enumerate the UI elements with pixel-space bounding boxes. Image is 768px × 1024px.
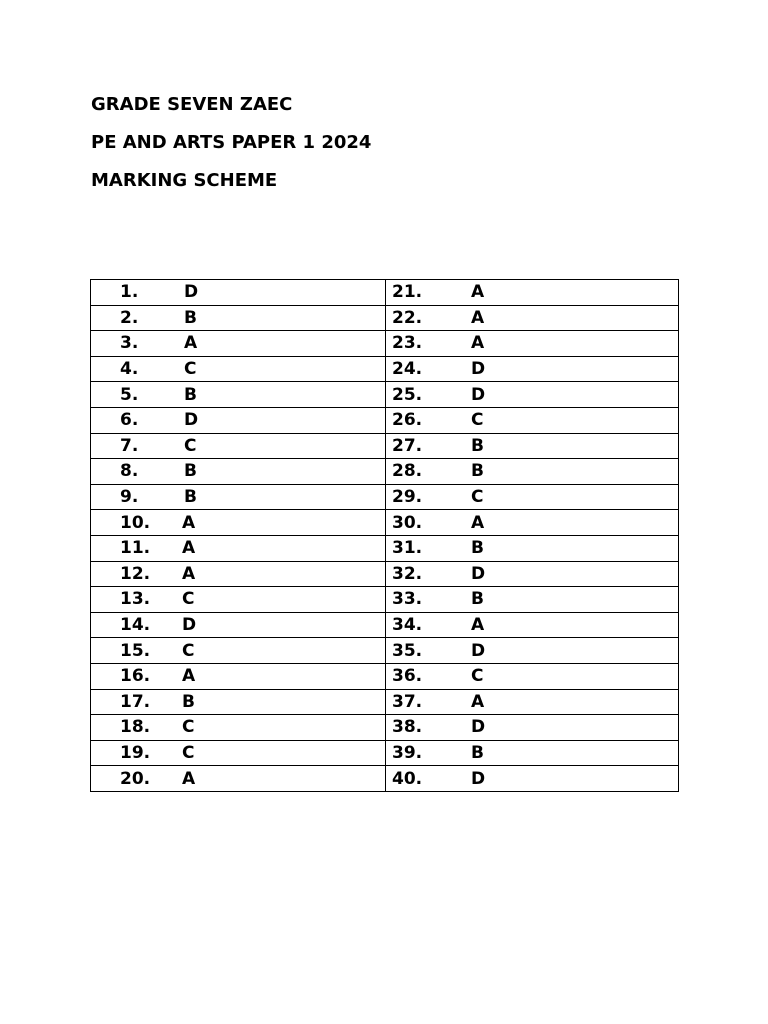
question-number: 2. (120, 307, 139, 328)
question-number: 38. (392, 717, 423, 738)
question-number: 35. (392, 640, 423, 661)
question-number: 17. (120, 691, 151, 712)
question-number: 14. (120, 615, 151, 636)
question-number: 32. (392, 563, 423, 584)
table-row (91, 612, 679, 638)
answer-letter: C (184, 435, 197, 456)
answer-letter: A (182, 768, 196, 789)
question-number: 12. (120, 563, 151, 584)
answer-cell (386, 280, 679, 306)
answer-letter: A (471, 307, 485, 328)
question-number: 10. (120, 512, 151, 533)
answer-cell (386, 382, 679, 408)
question-number: 27. (392, 435, 423, 456)
question-number: 26. (392, 410, 423, 431)
answer-letter: B (471, 435, 484, 456)
answer-letter: D (471, 640, 486, 661)
question-number: 3. (120, 333, 139, 354)
question-number: 18. (120, 717, 151, 738)
answer-cell (91, 356, 386, 382)
question-number: 15. (120, 640, 151, 661)
answer-letter: C (182, 640, 195, 661)
answer-letter: A (182, 512, 196, 533)
answer-letter: B (471, 742, 484, 763)
table-row (91, 689, 679, 715)
answer-cell (386, 638, 679, 664)
answer-cell (91, 510, 386, 536)
answer-cell (386, 612, 679, 638)
answer-letter: D (471, 384, 486, 405)
answer-cell (91, 433, 386, 459)
answer-letter: D (471, 359, 486, 380)
answer-letter: C (471, 487, 484, 508)
answer-letter: C (182, 717, 195, 738)
answer-cell (91, 766, 386, 792)
answer-letter: A (471, 512, 485, 533)
table-row (91, 663, 679, 689)
answer-letter: B (471, 589, 484, 610)
answer-letter: A (184, 333, 198, 354)
question-number: 13. (120, 589, 151, 610)
paper-title: PE AND ARTS PAPER 1 2024 (91, 132, 372, 153)
table-row (91, 740, 679, 766)
answer-letter: D (184, 282, 199, 303)
answer-cell (386, 484, 679, 510)
question-number: 25. (392, 384, 423, 405)
question-number: 22. (392, 307, 423, 328)
question-number: 21. (392, 282, 423, 303)
exam-title: GRADE SEVEN ZAEC (91, 94, 293, 115)
answer-cell (91, 459, 386, 485)
table-row (91, 331, 679, 357)
answer-letter: C (471, 410, 484, 431)
answer-letter: D (471, 768, 486, 789)
answer-cell (91, 638, 386, 664)
question-number: 16. (120, 666, 151, 687)
answer-cell (91, 715, 386, 741)
table-row (91, 587, 679, 613)
answer-cell (91, 740, 386, 766)
question-number: 6. (120, 410, 139, 431)
answer-letter: C (182, 589, 195, 610)
answer-cell (386, 740, 679, 766)
answer-cell (91, 663, 386, 689)
table-row (91, 382, 679, 408)
question-number: 1. (120, 282, 139, 303)
answer-cell (386, 689, 679, 715)
question-number: 9. (120, 487, 139, 508)
answer-cell (386, 766, 679, 792)
answer-letter: B (184, 461, 197, 482)
answer-letter: C (471, 666, 484, 687)
answer-cell (91, 587, 386, 613)
answer-letter: D (184, 410, 199, 431)
document-type: MARKING SCHEME (91, 170, 278, 191)
table-row (91, 715, 679, 741)
table-row (91, 638, 679, 664)
answer-cell (386, 356, 679, 382)
question-number: 39. (392, 742, 423, 763)
answer-cell (91, 305, 386, 331)
question-number: 30. (392, 512, 423, 533)
answer-cell (386, 715, 679, 741)
table-row (91, 280, 679, 306)
table-row (91, 484, 679, 510)
answer-letter: B (184, 487, 197, 508)
answer-letter: B (471, 461, 484, 482)
answer-cell (386, 510, 679, 536)
question-number: 28. (392, 461, 423, 482)
answer-cell (91, 407, 386, 433)
answer-letter: B (182, 691, 195, 712)
answer-letter: B (184, 384, 197, 405)
answer-cell (386, 407, 679, 433)
table-row (91, 510, 679, 536)
question-number: 24. (392, 359, 423, 380)
answer-cell (386, 535, 679, 561)
question-number: 7. (120, 435, 139, 456)
question-number: 37. (392, 691, 423, 712)
answer-cell (91, 331, 386, 357)
answer-letter: B (184, 307, 197, 328)
answer-cell (91, 612, 386, 638)
answer-letter: A (471, 691, 485, 712)
table-row (91, 535, 679, 561)
answer-cell (386, 305, 679, 331)
answer-cell (386, 561, 679, 587)
table-row (91, 356, 679, 382)
table-row (91, 433, 679, 459)
marking-scheme-table (90, 279, 679, 792)
answer-cell (386, 663, 679, 689)
question-number: 23. (392, 333, 423, 354)
answer-cell (91, 484, 386, 510)
answer-letter: D (471, 563, 486, 584)
question-number: 11. (120, 538, 151, 559)
table-row (91, 766, 679, 792)
question-number: 36. (392, 666, 423, 687)
question-number: 34. (392, 615, 423, 636)
answer-cell (91, 689, 386, 715)
answer-cell (91, 535, 386, 561)
table-row (91, 305, 679, 331)
answer-cell (386, 587, 679, 613)
question-number: 33. (392, 589, 423, 610)
question-number: 19. (120, 742, 151, 763)
table-row (91, 407, 679, 433)
answer-letter: C (184, 359, 197, 380)
question-number: 8. (120, 461, 139, 482)
answer-cell (91, 280, 386, 306)
table-row (91, 459, 679, 485)
question-number: 5. (120, 384, 139, 405)
answer-cell (386, 459, 679, 485)
answer-cell (386, 433, 679, 459)
answer-letter: C (182, 742, 195, 763)
answer-letter: A (182, 538, 196, 559)
question-number: 29. (392, 487, 423, 508)
question-number: 40. (392, 768, 423, 789)
answer-letter: A (471, 615, 485, 636)
answer-letter: A (182, 563, 196, 584)
answer-cell (91, 382, 386, 408)
answer-letter: A (471, 282, 485, 303)
answer-cell (91, 561, 386, 587)
question-number: 20. (120, 768, 151, 789)
answer-letter: B (471, 538, 484, 559)
question-number: 4. (120, 359, 139, 380)
answer-letter: D (471, 717, 486, 738)
question-number: 31. (392, 538, 423, 559)
answer-letter: D (182, 615, 197, 636)
answer-letter: A (471, 333, 485, 354)
answer-letter: A (182, 666, 196, 687)
table-row (91, 561, 679, 587)
answer-cell (386, 331, 679, 357)
